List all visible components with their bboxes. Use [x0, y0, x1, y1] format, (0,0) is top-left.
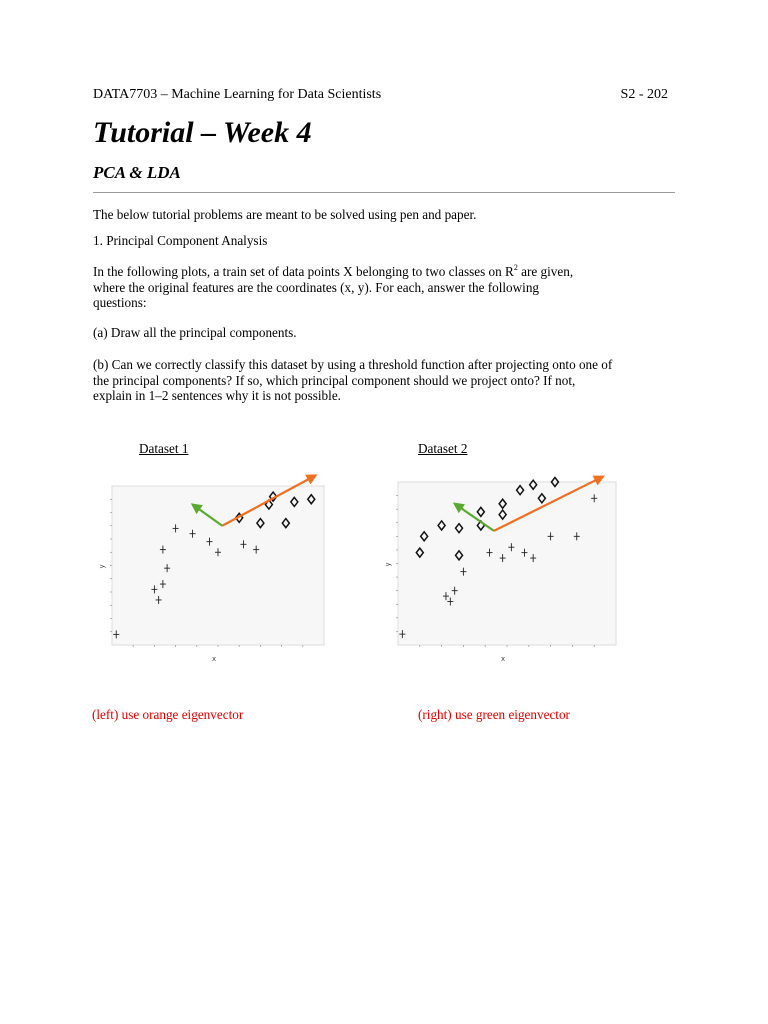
- answer-left: (left) use orange eigenvector: [92, 707, 244, 722]
- y-axis-label: y: [384, 562, 392, 567]
- question-text: [93, 264, 593, 311]
- x-axis-label: x: [501, 655, 506, 663]
- intro-text: The below tutorial problems are meant to be solved using pen and paper.: [93, 207, 477, 222]
- x-axis-label: x: [212, 655, 217, 663]
- dataset-2-plot: [378, 466, 634, 665]
- y-axis-label: y: [98, 564, 106, 569]
- dataset-1-plot: [92, 470, 342, 665]
- plot-area: [112, 486, 324, 645]
- section-heading: 1. Principal Component Analysis: [93, 233, 268, 248]
- r-superscript: 2: [513, 263, 518, 272]
- question-text-part2: are given, where the original features are the coordinates (x, y). For each, answer the following questions:: [93, 264, 574, 310]
- page-subtitle: PCA & LDA: [93, 163, 181, 182]
- dataset-2-title: Dataset 2: [418, 441, 468, 456]
- dataset-1-svg: [92, 470, 342, 665]
- title-divider: [93, 192, 675, 193]
- question-text-part1: In the following plots, a train set of data points X belonging to two classes on R: [93, 264, 514, 279]
- plot-area: [398, 482, 616, 645]
- dataset-2-svg: [378, 466, 634, 665]
- page-title: Tutorial – Week 4: [93, 116, 312, 149]
- course-header: DATA7703 – Machine Learning for Data Scientists: [93, 87, 382, 102]
- question-part-a: (a) Draw all the principal components.: [93, 325, 297, 340]
- dataset-1-title: Dataset 1: [139, 441, 189, 456]
- question-part-b: (b) Can we correctly classify this dataset by using a threshold function after projecting onto one of the principal components? If so, which principal component should we project onto? If not, explain in 1–2 sentences why it is not possible.: [93, 357, 613, 403]
- semester-label: S2 - 202: [620, 87, 668, 102]
- answer-right: (right) use green eigenvector: [418, 707, 570, 722]
